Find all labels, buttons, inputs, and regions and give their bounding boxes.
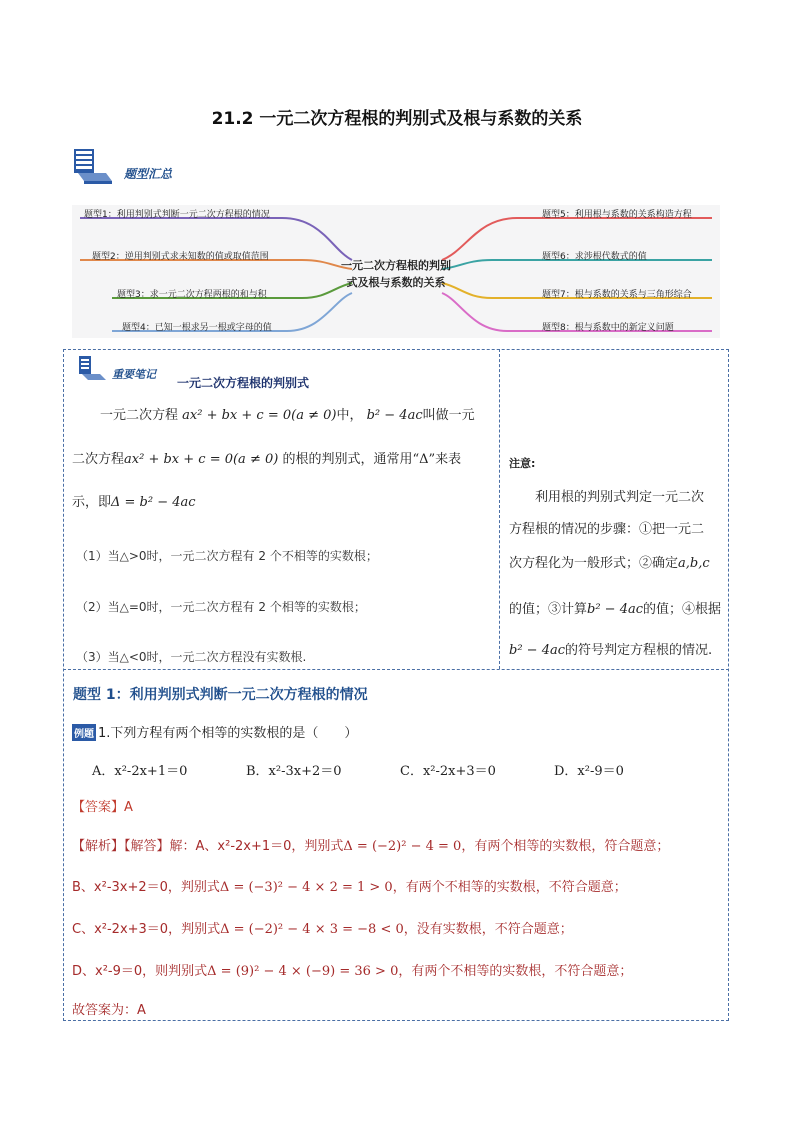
- notebook-icon: [78, 355, 108, 381]
- column-divider: [499, 349, 500, 669]
- side-line: 次方程化为一般形式；②确定a,b,c: [509, 556, 710, 571]
- mindmap-center: 一元二次方程根的判别 式及根与系数的关系: [341, 259, 451, 289]
- page-title: 21.2 一元二次方程根的判别式及根与系数的关系: [211, 109, 583, 129]
- notes-para-3: 示，即Δ = b² − 4ac: [72, 495, 196, 510]
- mindmap-item: 题型2：逆用判别式求未知数的值或取值范围: [92, 252, 269, 262]
- mindmap-item: 题型5：利用根与系数的关系构造方程: [542, 210, 692, 220]
- option-b: B．x²-3x+2＝0: [246, 764, 342, 779]
- books-icon: [72, 147, 116, 187]
- notes-heading: 一元二次方程根的判别式: [177, 376, 310, 390]
- final-answer: 故答案为：A: [72, 1003, 146, 1018]
- mindmap-item: 题型3：求一元二次方程两根的和与积: [117, 290, 267, 300]
- condition-2: （2）当△=0时，一元二次方程有 2 个相等的实数根；: [76, 600, 366, 614]
- question-text: 1.下列方程有两个相等的实数根的是（ ）: [98, 726, 358, 741]
- solution-line-d: D、x²-9＝0，则判别式Δ = (9)² − 4 × (−9) = 36 > 0，有两个不相等的实数根，不符合题意；: [72, 964, 633, 979]
- condition-1: （1）当△>0时，一元二次方程有 2 个不相等的实数根；: [76, 549, 378, 563]
- topic-mindmap: [72, 205, 720, 338]
- solution-line-b: B、x²-3x+2＝0，判别式Δ = (−3)² − 4 × 2 = 1 > 0，有两个不相等的实数根，不符合题意；: [72, 880, 627, 895]
- notes-label: 重要笔记: [112, 368, 156, 381]
- mindmap-item: 题型4：已知一根求另一根或字母的值: [122, 323, 272, 333]
- mindmap-item: 题型1：利用判别式判断一元二次方程根的情况: [84, 210, 270, 220]
- side-line: 的值；③计算b² − 4ac的值；④根据: [509, 602, 722, 617]
- condition-3: （3）当△<0时，一元二次方程没有实数根.: [76, 650, 307, 664]
- mindmap-item: 题型8：根与系数中的新定义问题: [542, 323, 674, 333]
- mindmap-item: 题型6：求涉根代数式的值: [542, 252, 647, 262]
- answer: 【答案】A: [72, 800, 133, 815]
- side-heading: 注意:: [509, 457, 536, 470]
- side-line: 利用根的判别式判定一元二次: [535, 490, 705, 505]
- row-divider: [63, 669, 729, 670]
- solution-line-c: C、x²-2x+3＝0，判别式Δ = (−2)² − 4 × 3 = −8 < 0，没有实数根，不符合题意；: [72, 922, 573, 937]
- side-line: 方程根的情况的步骤：①把一元二: [509, 522, 705, 537]
- side-line: b² − 4ac的符号判定方程根的情况.: [509, 643, 713, 658]
- option-c: C．x²-2x+3＝0: [400, 764, 496, 779]
- notes-para-2: 二次方程ax² + bx + c = 0(a ≠ 0) 的根的判别式，通常用“Δ”来表: [72, 452, 462, 467]
- mindmap-item: 题型7：根与系数的关系与三角形综合: [542, 290, 692, 300]
- type-1-title: 题型 1：利用判别式判断一元二次方程根的情况: [73, 687, 368, 703]
- solution-line-a: 【解析】【解答】解：A、x²-2x+1＝0，判别式Δ = (−2)² − 4 = 0，有两个相等的实数根，符合题意；: [72, 839, 670, 854]
- section-heading: 题型汇总: [124, 167, 173, 181]
- notes-para-1: 一元二次方程 ax² + bx + c = 0(a ≠ 0)中， b² − 4ac叫做一元: [100, 408, 475, 423]
- example-badge: 例题: [72, 724, 96, 741]
- option-a: A．x²-2x+1＝0: [92, 764, 188, 779]
- option-d: D．x²-9＝0: [554, 764, 624, 779]
